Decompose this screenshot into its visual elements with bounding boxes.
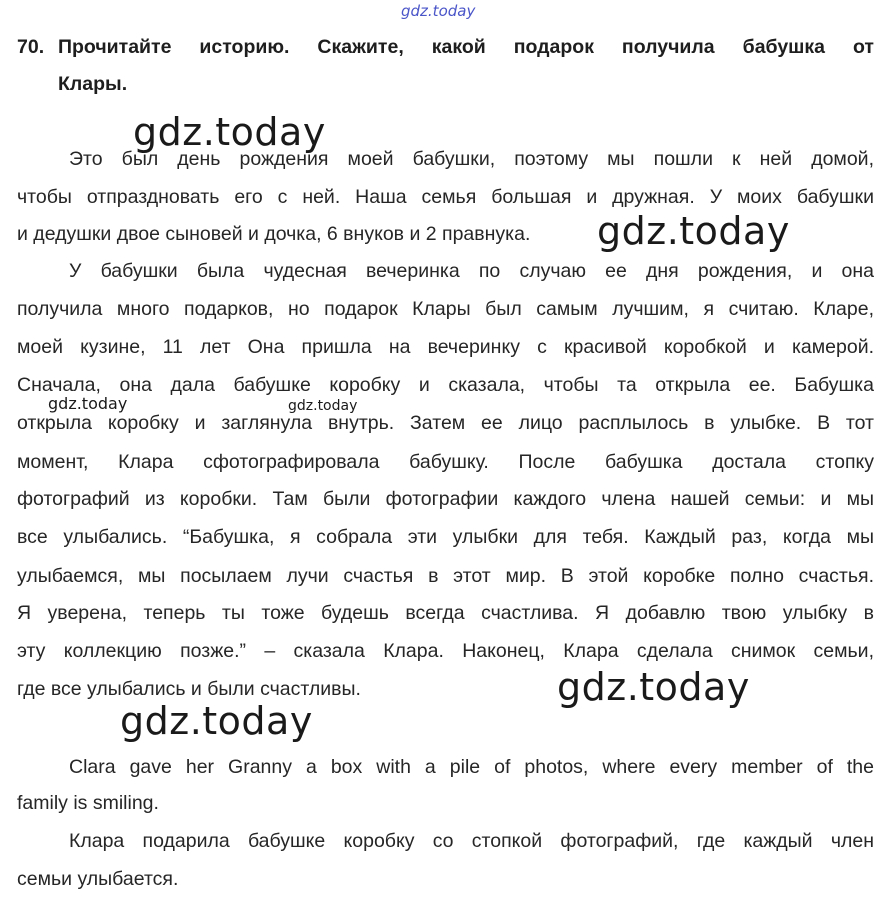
story-line: чтобы отпраздновать его с ней. Наша семья большая и дружная. У моих бабушки [17,186,874,208]
story-line: момент, Клара сфотографировала бабушку. После бабушка достала стопку [17,451,874,473]
watermark: gdz.today [557,665,750,709]
story-line: Я уверена, теперь ты тоже будешь всегда счастлива. Я добавлю твою улыбку в [17,602,874,624]
story-line: где все улыбались и были счастливы. [17,678,361,700]
story-line: улыбаемся, мы посылаем лучи счастья в этот мир. В этой коробке полно счастья. [17,565,874,587]
story-line: все улыбались. “Бабушка, я собрала эти улыбки для тебя. Каждый раз, когда мы [17,526,874,548]
story-line: моей кузине, 11 лет Она пришла на вечеринку с красивой коробкой и камерой. [17,336,874,358]
story-line: эту коллекцию позже.” – сказала Клара. Наконец, Клара сделала снимок семьи, [17,640,874,662]
watermark: gdz.today [597,209,790,253]
exercise-heading-line2: Клары. [58,73,128,95]
story-line: Сначала, она дала бабушке коробку и сказала, чтобы та открыла ее. Бабушка [17,374,874,396]
site-watermark-top: gdz.today [401,2,476,20]
watermark: gdz.today [133,110,326,154]
story-line: и дедушки двое сыновей и дочка, 6 внуков и 2 правнука. [17,223,531,245]
answer-english-line: Clara gave her Granny a box with a pile of photos, where every member of the [69,756,874,778]
story-line: фотографий из коробки. Там были фотографии каждого члена нашей семьи: и мы [17,488,874,510]
answer-russian-line: Клара подарила бабушке коробку со стопкой фотографий, где каждый член [69,830,874,852]
watermark: gdz.today [288,398,358,414]
exercise-heading-line1: Прочитайте историю. Скажите, какой подарок получила бабушка от [58,36,874,58]
story-line: Это был день рождения моей бабушки, поэтому мы пошли к ней домой, [69,148,874,170]
story-line: У бабушки была чудесная вечеринка по случаю ее дня рождения, и она [69,260,874,282]
story-line: открыла коробку и заглянула внутрь. Затем ее лицо расплылось в улыбке. В тот [17,412,874,434]
watermark: gdz.today [120,699,313,743]
answer-english-line: family is smiling. [17,792,159,814]
watermark: gdz.today [48,394,128,413]
story-line: получила много подарков, но подарок Клары был самым лучшим, я считаю. Кларе, [17,298,874,320]
exercise-number: 70. [17,36,45,58]
answer-russian-line: семьи улыбается. [17,868,179,890]
